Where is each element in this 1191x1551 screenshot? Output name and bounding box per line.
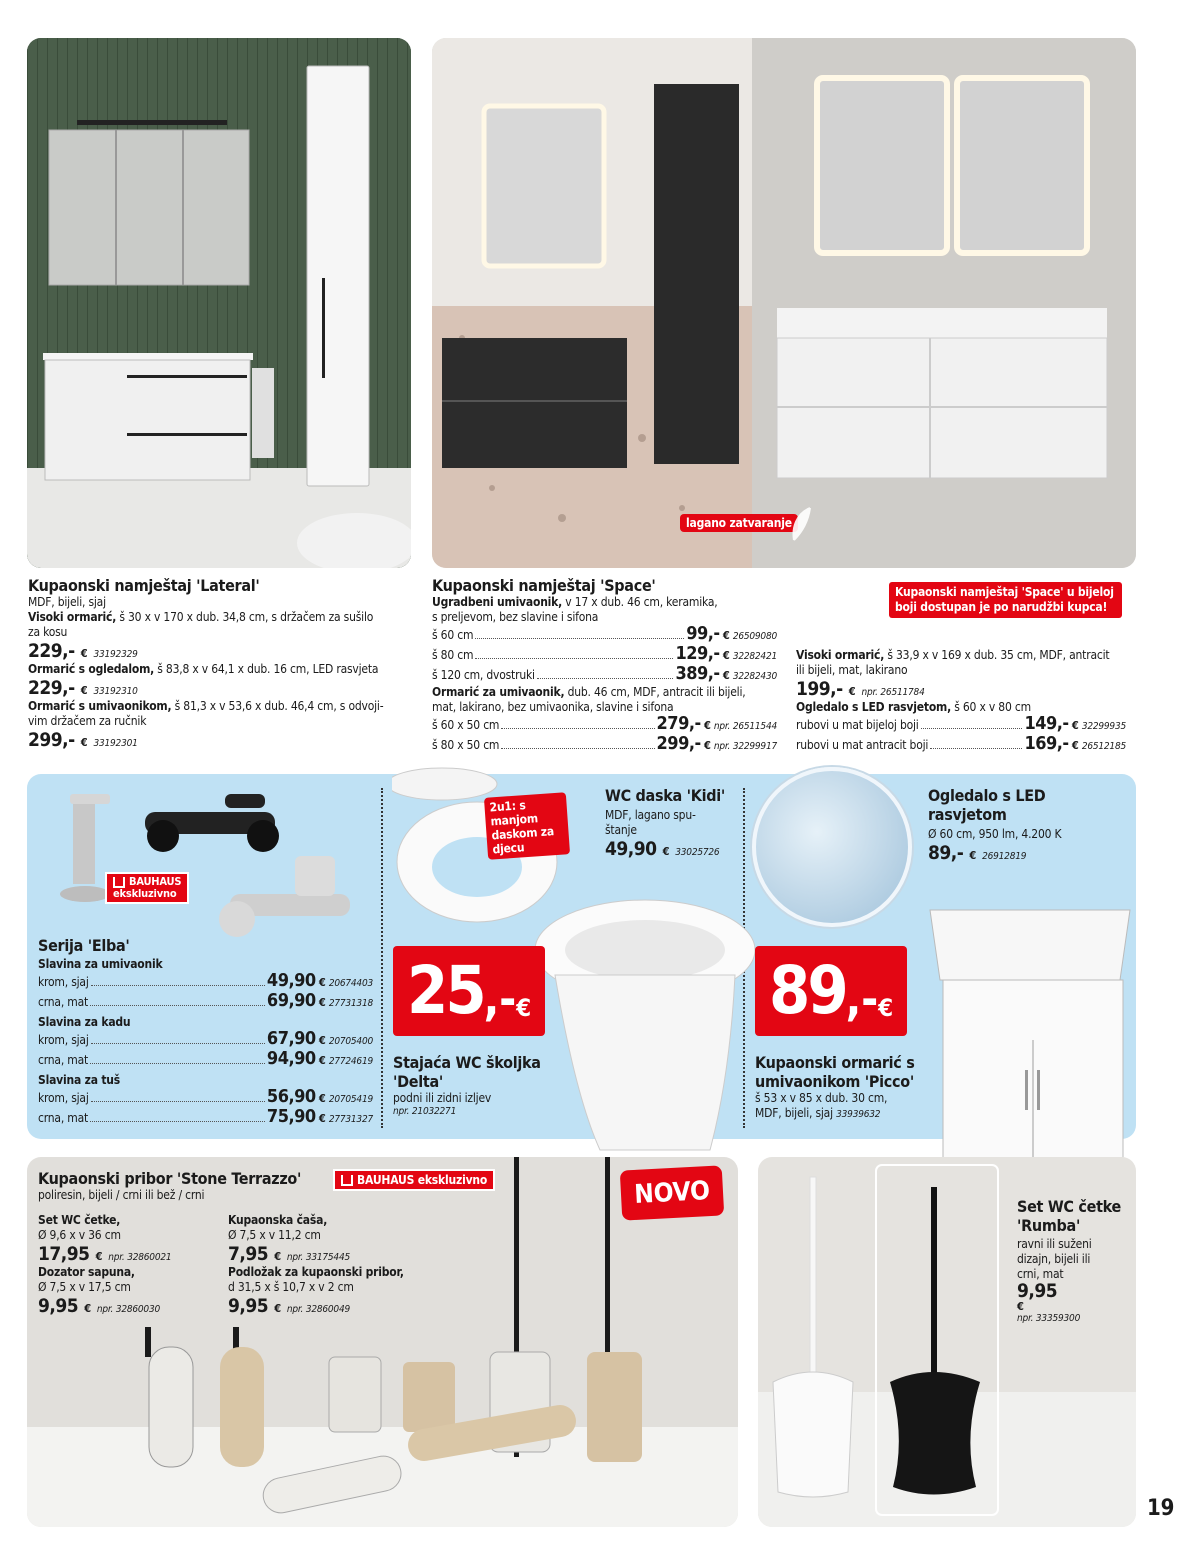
npr-label: npr.: [713, 721, 731, 732]
row-art: 32282430: [732, 671, 777, 682]
terrazzo-item2-name: Dozator sapuna,: [38, 1265, 135, 1279]
badge-line2: boji dostupan je po narudžbi kupca!: [895, 600, 1108, 614]
terrazzo-desc: poliresin, bijeli / crni ili bež / crni: [38, 1188, 205, 1202]
space-cabinet-desc2: mat, lakirano, bez umivaonika, slavine i sifona: [432, 700, 674, 714]
terrazzo-item3-desc: Ø 7,5 x v 11,2 cm: [228, 1228, 321, 1242]
mirror-desc: Ø 60 cm, 950 lm, 4.200 K: [928, 827, 1062, 841]
currency: €: [662, 845, 670, 858]
price-row: [38, 1050, 373, 1070]
row-label: š 60 x 50 cm: [432, 718, 500, 732]
lateral-desc: MDF, bijeli, sjaj: [28, 595, 106, 609]
lateral-item1-desc2: za kosu: [28, 625, 68, 639]
row-label: crna, mat: [38, 1111, 89, 1125]
terrazzo-col1: [38, 1213, 218, 1317]
row-art: 26509080: [732, 631, 777, 642]
row-price: 169,-: [1024, 733, 1069, 754]
kidi-art: 33025726: [675, 847, 720, 858]
mirror-block: [928, 786, 1128, 864]
lateral-price3: 299,-: [28, 729, 75, 751]
row-art: 27731318: [328, 998, 373, 1009]
picco-currency: €: [878, 994, 893, 1022]
space-tall-name: Visoki ormarić,: [796, 648, 885, 662]
lateral-block: [28, 576, 408, 751]
delta-price: 25: [407, 952, 484, 1029]
row-price: 279,-: [656, 713, 701, 734]
space-block-right: [796, 648, 1126, 755]
row-label: krom, sjaj: [38, 1091, 89, 1105]
mirror-price: 89,-: [928, 842, 964, 864]
space-mirror-name: Ogledalo s LED rasvjetom,: [796, 700, 951, 714]
delta-art: npr. 21032271: [393, 1106, 457, 1117]
feather-icon: [788, 506, 814, 544]
lateral-item3-desc2: vim držačem za ručnik: [28, 714, 147, 728]
row-price: 99,-: [686, 623, 720, 644]
elba-block: [38, 936, 373, 1128]
delta-block: [393, 1053, 553, 1117]
row-price: 129,-: [675, 643, 720, 664]
delta-price-box: [393, 946, 545, 1036]
picco-art: 33939632: [836, 1109, 881, 1120]
currency: €: [848, 685, 856, 698]
elba-sub2: Slavina za kadu: [38, 1015, 131, 1029]
space-title: Kupaonski namještaj 'Space': [432, 576, 656, 595]
kidi-badge: [484, 792, 570, 860]
space-basin-name: Ugradbeni umivaonik,: [432, 595, 563, 609]
row-art: 20674403: [328, 978, 373, 989]
rumba-desc3: crni, mat: [1017, 1267, 1064, 1281]
elba-image: [45, 784, 375, 944]
home-icon: [113, 877, 125, 888]
terrazzo-item4-art: 32860049: [305, 1304, 350, 1315]
space-tall-art: 26511784: [880, 687, 925, 698]
rumba-title1: Set WC četke: [1017, 1197, 1121, 1216]
kidi-block: [605, 786, 740, 860]
terrazzo-item3-price: 7,95: [228, 1243, 269, 1265]
row-label: š 120 cm, dvostruki: [432, 668, 535, 682]
row-label: rubovi u mat bijeloj boji: [796, 718, 919, 732]
currency: €: [722, 669, 730, 682]
currency: €: [318, 1054, 326, 1067]
row-art: 32299917: [732, 741, 777, 752]
lateral-item2-name: Ormarić s ogledalom,: [28, 662, 155, 676]
terrazzo-item1-art: 32860021: [127, 1252, 172, 1263]
rumba-block: [1017, 1197, 1129, 1324]
price-row: [432, 665, 777, 685]
price-row: [38, 1108, 373, 1128]
novo-badge: [620, 1165, 724, 1220]
row-label: š 80 cm: [432, 648, 474, 662]
lateral-art1: 33192329: [93, 649, 138, 660]
rumba-title2: 'Rumba': [1017, 1216, 1081, 1235]
delta-currency: €: [516, 994, 531, 1022]
space-basin-desc: v 17 x dub. 46 cm, keramika,: [562, 595, 718, 609]
npr-label: npr.: [108, 1252, 125, 1263]
picco-block: [755, 1053, 925, 1122]
mirror-title2: rasvjetom: [928, 805, 1007, 824]
kidi-badge-line3: djecu: [492, 840, 525, 857]
soft-close-text: lagano zatvaranje: [686, 516, 792, 530]
npr-label: npr.: [286, 1252, 304, 1263]
terrazzo-item2-price: 9,95: [38, 1295, 79, 1317]
currency: €: [969, 849, 977, 862]
price-row: [38, 1088, 373, 1108]
soft-close-badge: [680, 514, 798, 532]
currency: €: [318, 1112, 326, 1125]
picco-price-box: [755, 946, 907, 1036]
picco-image: [925, 900, 1140, 1192]
currency: €: [80, 684, 88, 697]
lateral-item2-desc: š 83,8 x v 64,1 x dub. 16 cm, LED rasvjeta: [154, 662, 379, 676]
mirror-art: 26912819: [982, 851, 1027, 862]
terrazzo-item4-name: Podložak za kupaonski pribor,: [228, 1265, 404, 1279]
currency: €: [84, 1302, 91, 1315]
space-cabinet-name: Ormarić za umivaonik,: [432, 685, 565, 699]
delta-title2: 'Delta': [393, 1072, 443, 1091]
npr-label: npr.: [861, 687, 878, 698]
space-tall-price: 199,-: [796, 678, 843, 700]
npr-label: npr.: [713, 741, 731, 752]
kidi-price: 49,90: [605, 838, 657, 860]
terrazzo-col2: [228, 1213, 428, 1317]
currency: €: [318, 996, 326, 1009]
price-row: [432, 645, 777, 665]
divider: [381, 788, 383, 1128]
currency: €: [274, 1302, 281, 1315]
currency: €: [703, 719, 711, 732]
currency: €: [80, 736, 88, 749]
space-basin-desc2: s preljevom, bez slavine i sifona: [432, 610, 599, 624]
lateral-art2: 33192310: [93, 686, 138, 697]
row-price: 149,-: [1024, 713, 1069, 734]
currency: €: [318, 976, 326, 989]
row-price: 56,90: [266, 1086, 316, 1107]
row-art: 26511544: [732, 721, 777, 732]
space-white-badge: [889, 582, 1122, 618]
kidi-badge-line1: 2u1: s manjom: [489, 798, 539, 829]
row-art: 26512185: [1081, 741, 1126, 752]
price-row: [38, 972, 373, 992]
rumba-art: npr. 33359300: [1017, 1313, 1081, 1324]
space-block-left: [432, 576, 777, 755]
lateral-photo: [27, 38, 411, 568]
row-art: 20705400: [328, 1036, 373, 1047]
bauhaus-logo-text: BAUHAUS: [129, 875, 182, 888]
delta-title1: Stajaća WC školjka: [393, 1053, 541, 1072]
elba-title: Serija 'Elba': [38, 936, 130, 955]
space-tall-desc2: ili bijeli, mat, lakirano: [796, 663, 908, 677]
currency: €: [80, 647, 88, 660]
elba-sub1: Slavina za umivaonik: [38, 957, 163, 971]
terrazzo-item1-name: Set WC četke,: [38, 1213, 121, 1227]
round-mirror-image: [752, 767, 912, 927]
lateral-art3: 33192301: [93, 738, 138, 749]
terrazzo-item2-desc: Ø 7,5 x v 17,5 cm: [38, 1280, 131, 1294]
row-art: 27731327: [328, 1114, 373, 1125]
currency: €: [274, 1250, 281, 1263]
rumba-desc1: ravni ili suženi: [1017, 1237, 1092, 1251]
delta-price-suffix: ,-: [483, 972, 517, 1026]
lateral-title: Kupaonski namještaj 'Lateral': [28, 576, 260, 595]
terrazzo-item1-price: 17,95: [38, 1243, 90, 1265]
row-label: crna, mat: [38, 995, 89, 1009]
lateral-item3-desc: š 81,3 x v 53,6 x dub. 46,4 cm, s odvoji-: [171, 699, 384, 713]
bauhaus-logo-sub: ekskluzivno: [113, 887, 177, 900]
currency: €: [1071, 739, 1079, 752]
kidi-desc1: MDF, lagano spu-: [605, 808, 696, 822]
price-row: [38, 992, 373, 1012]
kidi-title: WC daska 'Kidi': [605, 786, 725, 805]
space-mirror-desc: š 60 x v 80 cm: [951, 700, 1031, 714]
lateral-item3-name: Ormarić s umivaonikom,: [28, 699, 172, 713]
price-row: [432, 715, 777, 735]
row-label: rubovi u mat antracit boji: [796, 738, 929, 752]
page-number: 19: [1147, 1496, 1175, 1521]
price-row: [432, 625, 777, 645]
lateral-item1-name: Visoki ormarić,: [28, 610, 117, 624]
price-row: [796, 735, 1126, 755]
row-label: š 60 cm: [432, 628, 474, 642]
bauhaus-logo: [105, 872, 189, 904]
rumba-price: 9,95: [1017, 1280, 1058, 1302]
price-row: [796, 715, 1126, 735]
terrazzo-title: Kupaonski pribor 'Stone Terrazzo': [38, 1169, 302, 1188]
currency: €: [318, 1034, 326, 1047]
bauhaus-logo: [333, 1169, 495, 1191]
row-price: 94,90: [266, 1048, 316, 1069]
row-label: crna, mat: [38, 1053, 89, 1067]
row-price: 75,90: [266, 1106, 316, 1127]
row-price: 69,90: [266, 990, 316, 1011]
home-icon: [341, 1175, 353, 1186]
terrazzo-block: [38, 1169, 368, 1203]
currency: €: [1017, 1300, 1024, 1313]
row-art: 32282421: [732, 651, 777, 662]
currency: €: [318, 1092, 326, 1105]
elba-sub3: Slavina za tuš: [38, 1073, 121, 1087]
space-photo: [432, 38, 1136, 568]
badge-line1: Kupaonski namještaj 'Space' u bijeloj: [895, 585, 1114, 599]
terrazzo-item3-art: 33175445: [305, 1252, 350, 1263]
lateral-item1-desc: š 30 x v 170 x dub. 34,8 cm, s držačem za sušilo: [116, 610, 374, 624]
currency: €: [722, 649, 730, 662]
toilet-image: [525, 895, 760, 1157]
picco-desc1: š 53 x v 85 x dub. 30 cm,: [755, 1091, 888, 1105]
space-cabinet-desc: dub. 46 cm, MDF, antracit ili bijeli,: [564, 685, 746, 699]
terrazzo-item2-art: 32860030: [115, 1304, 160, 1315]
row-art: 20705419: [328, 1094, 373, 1105]
terrazzo-item4-price: 9,95: [228, 1295, 269, 1317]
row-price: 299,-: [656, 733, 701, 754]
row-label: krom, sjaj: [38, 975, 89, 989]
novo-text: NOVO: [633, 1176, 711, 1210]
mirror-title1: Ogledalo s LED: [928, 786, 1046, 805]
picco-desc2: MDF, bijeli, sjaj: [755, 1106, 833, 1120]
rumba-desc2: dizajn, bijeli ili: [1017, 1252, 1091, 1266]
row-art: 32299935: [1081, 721, 1126, 732]
row-label: krom, sjaj: [38, 1033, 89, 1047]
price-row: [38, 1030, 373, 1050]
kidi-desc2: štanje: [605, 823, 637, 837]
delta-desc: podni ili zidni izljev: [393, 1091, 492, 1105]
picco-price-suffix: ,-: [845, 972, 879, 1026]
row-price: 49,90: [266, 970, 316, 991]
currency: €: [703, 739, 711, 752]
row-label: š 80 x 50 cm: [432, 738, 500, 752]
kidi-badge-line2: daskom za: [491, 824, 555, 843]
picco-title2: umivaonikom 'Picco': [755, 1072, 914, 1091]
currency: €: [1071, 719, 1079, 732]
picco-title1: Kupaonski ormarić s: [755, 1053, 915, 1072]
npr-label: npr.: [96, 1304, 114, 1315]
picco-price: 89: [769, 952, 846, 1029]
terrazzo-item3-name: Kupaonska čaša,: [228, 1213, 328, 1227]
currency: €: [95, 1250, 103, 1263]
terrazzo-item4-desc: d 31,5 x š 10,7 x v 2 cm: [228, 1280, 354, 1294]
lateral-price1: 229,-: [28, 640, 75, 662]
npr-label: npr.: [286, 1304, 304, 1315]
row-price: 389,-: [675, 663, 720, 684]
row-art: 27724619: [328, 1056, 373, 1067]
currency: €: [722, 629, 730, 642]
row-price: 67,90: [266, 1028, 316, 1049]
space-tall-desc: š 33,9 x v 169 x dub. 35 cm, MDF, antracit: [884, 648, 1110, 662]
bauhaus-logo-text: BAUHAUS ekskluzivno: [357, 1173, 488, 1187]
price-row: [432, 735, 777, 755]
lateral-price2: 229,-: [28, 677, 75, 699]
terrazzo-item1-desc: Ø 9,6 x v 36 cm: [38, 1228, 121, 1242]
